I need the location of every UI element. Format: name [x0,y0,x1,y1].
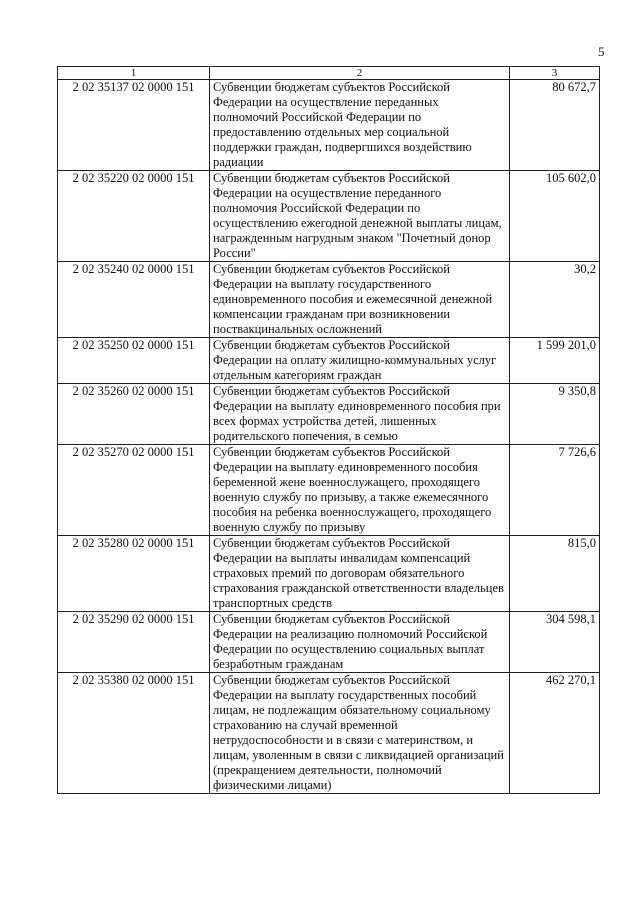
table-row [58,445,600,536]
row-description: Субвенции бюджетам субъектов Российской Федерации на выплату единовременного пособия беременной жене военнослужащего, проходящего военную службу по призыву, а также ежемесячного пособия на ребенка военнослужащего, проходящего военную службу по призыву [210,445,510,536]
row-amount: 30,2 [510,262,600,338]
row-code: 2 02 35220 02 0000 151 [58,171,210,262]
row-description: Субвенции бюджетам субъектов Российской Федерации на осуществление переданного полномочия Российской Федерации по осуществлению ежегодной денежной выплаты лицам, награжденным нагрудным знаком "Почетный донор России" [210,171,510,262]
table-row [58,171,600,262]
column-header-code: 1 [58,67,210,80]
row-description: Субвенции бюджетам субъектов Российской Федерации на выплату единовременного пособия при всех формах устройства детей, лишенных родительского попечения, в семью [210,384,510,445]
row-description: Субвенции бюджетам субъектов Российской Федерации на выплату государственного единовременного пособия и ежемесячной денежной компенсации гражданам при возникновении поствакцинальных осложнений [210,262,510,338]
row-code: 2 02 35240 02 0000 151 [58,262,210,338]
row-code: 2 02 35250 02 0000 151 [58,338,210,384]
row-amount: 80 672,7 [510,80,600,171]
table-row [58,612,600,673]
row-description: Субвенции бюджетам субъектов Российской Федерации на выплату государственных пособий лицам, не подлежащим обязательному социальному страхованию на случай временной нетрудоспособности и в связи с материнством, и лицам, уволенным в связи с ликвидацией организаций (прекращением деятельности, полномочий физическими лицами) [210,673,510,794]
row-amount: 304 598,1 [510,612,600,673]
table-row [58,536,600,612]
row-description: Субвенции бюджетам субъектов Российской Федерации на оплату жилищно-коммунальных услуг отдельным категориям граждан [210,338,510,384]
table-row [58,673,600,794]
table-row [58,262,600,338]
row-amount: 462 270,1 [510,673,600,794]
page-number: 5 [598,44,605,59]
row-amount: 9 350,8 [510,384,600,445]
column-header-amount: 3 [510,67,600,80]
table-row [58,338,600,384]
row-description: Субвенции бюджетам субъектов Российской Федерации на реализацию полномочий Российской Федерации по осуществлению социальных выплат безработным гражданам [210,612,510,673]
row-amount: 105 602,0 [510,171,600,262]
row-amount: 1 599 201,0 [510,338,600,384]
budget-table [57,66,600,794]
table-row [58,80,600,171]
row-code: 2 02 35260 02 0000 151 [58,384,210,445]
row-description: Субвенции бюджетам субъектов Российской Федерации на осуществление переданных полномочий Российской Федерации по предоставлению отдельных мер социальной поддержки граждан, подвергшихся воздействию радиации [210,80,510,171]
row-code: 2 02 35137 02 0000 151 [58,80,210,171]
table-header-row [58,67,600,80]
row-amount: 7 726,6 [510,445,600,536]
row-code: 2 02 35290 02 0000 151 [58,612,210,673]
row-description: Субвенции бюджетам субъектов Российской Федерации на выплаты инвалидам компенсаций страховых премий по договорам обязательного страхования гражданской ответственности владельцев транспортных средств [210,536,510,612]
row-code: 2 02 35380 02 0000 151 [58,673,210,794]
column-header-description: 2 [210,67,510,80]
table-row [58,384,600,445]
row-code: 2 02 35270 02 0000 151 [58,445,210,536]
row-amount: 815,0 [510,536,600,612]
row-code: 2 02 35280 02 0000 151 [58,536,210,612]
